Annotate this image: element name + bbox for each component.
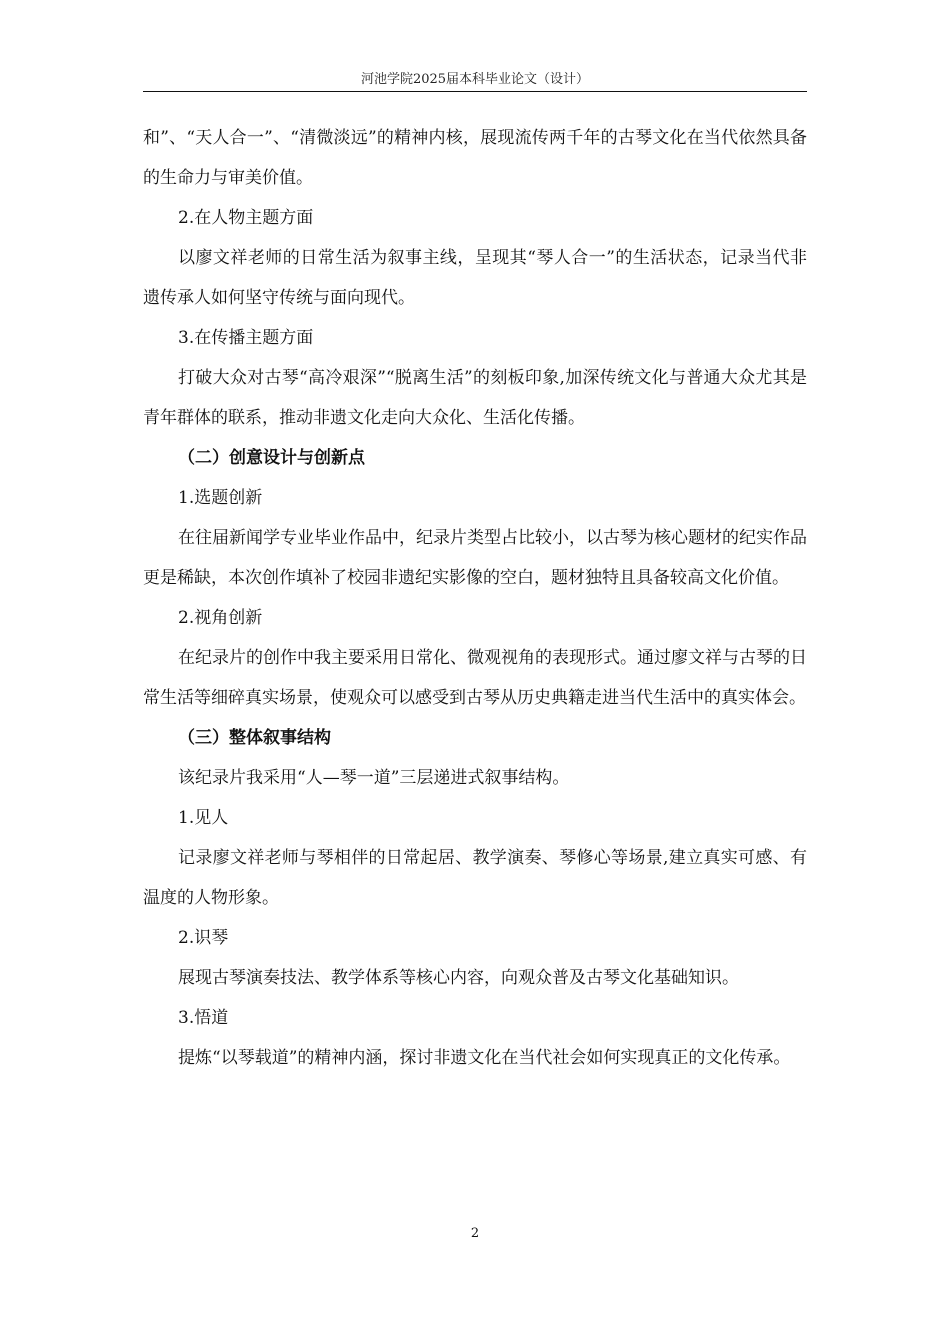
paragraph-theme-continued: 和”、“天人合一”、“清微淡远”的精神内核，展现流传两千年的古琴文化在当代依然具备的生命力与审美价值。 [143, 128, 807, 188]
paragraph-see-person: 记录廖文祥老师与琴相伴的日常起居、教学演奏、琴修心等场景,建立真实可感、有温度的人物形象。 [143, 848, 807, 908]
paragraph-know-qin: 展现古琴演奏技法、教学体系等核心内容，向观众普及古琴文化基础知识。 [178, 968, 739, 988]
section-heading-narrative-structure: （三）整体叙事结构 [178, 728, 331, 748]
section-heading-creative-design: （二）创意设计与创新点 [178, 448, 365, 468]
paragraph-topic-innovation: 在往届新闻学专业毕业作品中，纪录片类型占比较小，以古琴为核心题材的纪实作品更是稀缺，本次创作填补了校园非遗纪实影像的空白，题材独特且具备较高文化价值。 [143, 528, 807, 588]
page-body [143, 118, 807, 1078]
paragraph-narrative-intro: 该纪录片我采用“人—琴一道”三层递进式叙事结构。 [178, 768, 570, 788]
paragraph-perspective-innovation: 在纪录片的创作中我主要采用日常化、微观视角的表现形式。通过廖文祥与古琴的日常生活等细碎真实场景，使观众可以感受到古琴从历史典籍走进当代生活中的真实体会。 [143, 648, 807, 708]
subheading-see-person: 1.见人 [178, 808, 229, 828]
paragraph-communication-theme: 打破大众对古琴“高冷艰深”“脱离生活”的刻板印象,加深传统文化与普通大众尤其是青年群体的联系，推动非遗文化走向大众化、生活化传播。 [143, 368, 807, 428]
subheading-communication-theme: 3.在传播主题方面 [178, 328, 314, 348]
running-header: 河池学院2025届本科毕业论文（设计） [360, 72, 590, 87]
header-divider [143, 91, 807, 92]
subheading-realize-dao: 3.悟道 [178, 1008, 229, 1028]
page-number: 2 [470, 1226, 480, 1241]
subheading-topic-innovation: 1.选题创新 [178, 488, 263, 508]
subheading-perspective-innovation: 2.视角创新 [178, 608, 263, 628]
subheading-character-theme: 2.在人物主题方面 [178, 208, 314, 228]
paragraph-character-theme: 以廖文祥老师的日常生活为叙事主线，呈现其“琴人合一”的生活状态，记录当代非遗传承人如何坚守传统与面向现代。 [143, 248, 807, 308]
paragraph-realize-dao: 提炼“以琴载道”的精神内涵，探讨非遗文化在当代社会如何实现真正的文化传承。 [178, 1048, 791, 1068]
subheading-know-qin: 2.识琴 [178, 928, 229, 948]
